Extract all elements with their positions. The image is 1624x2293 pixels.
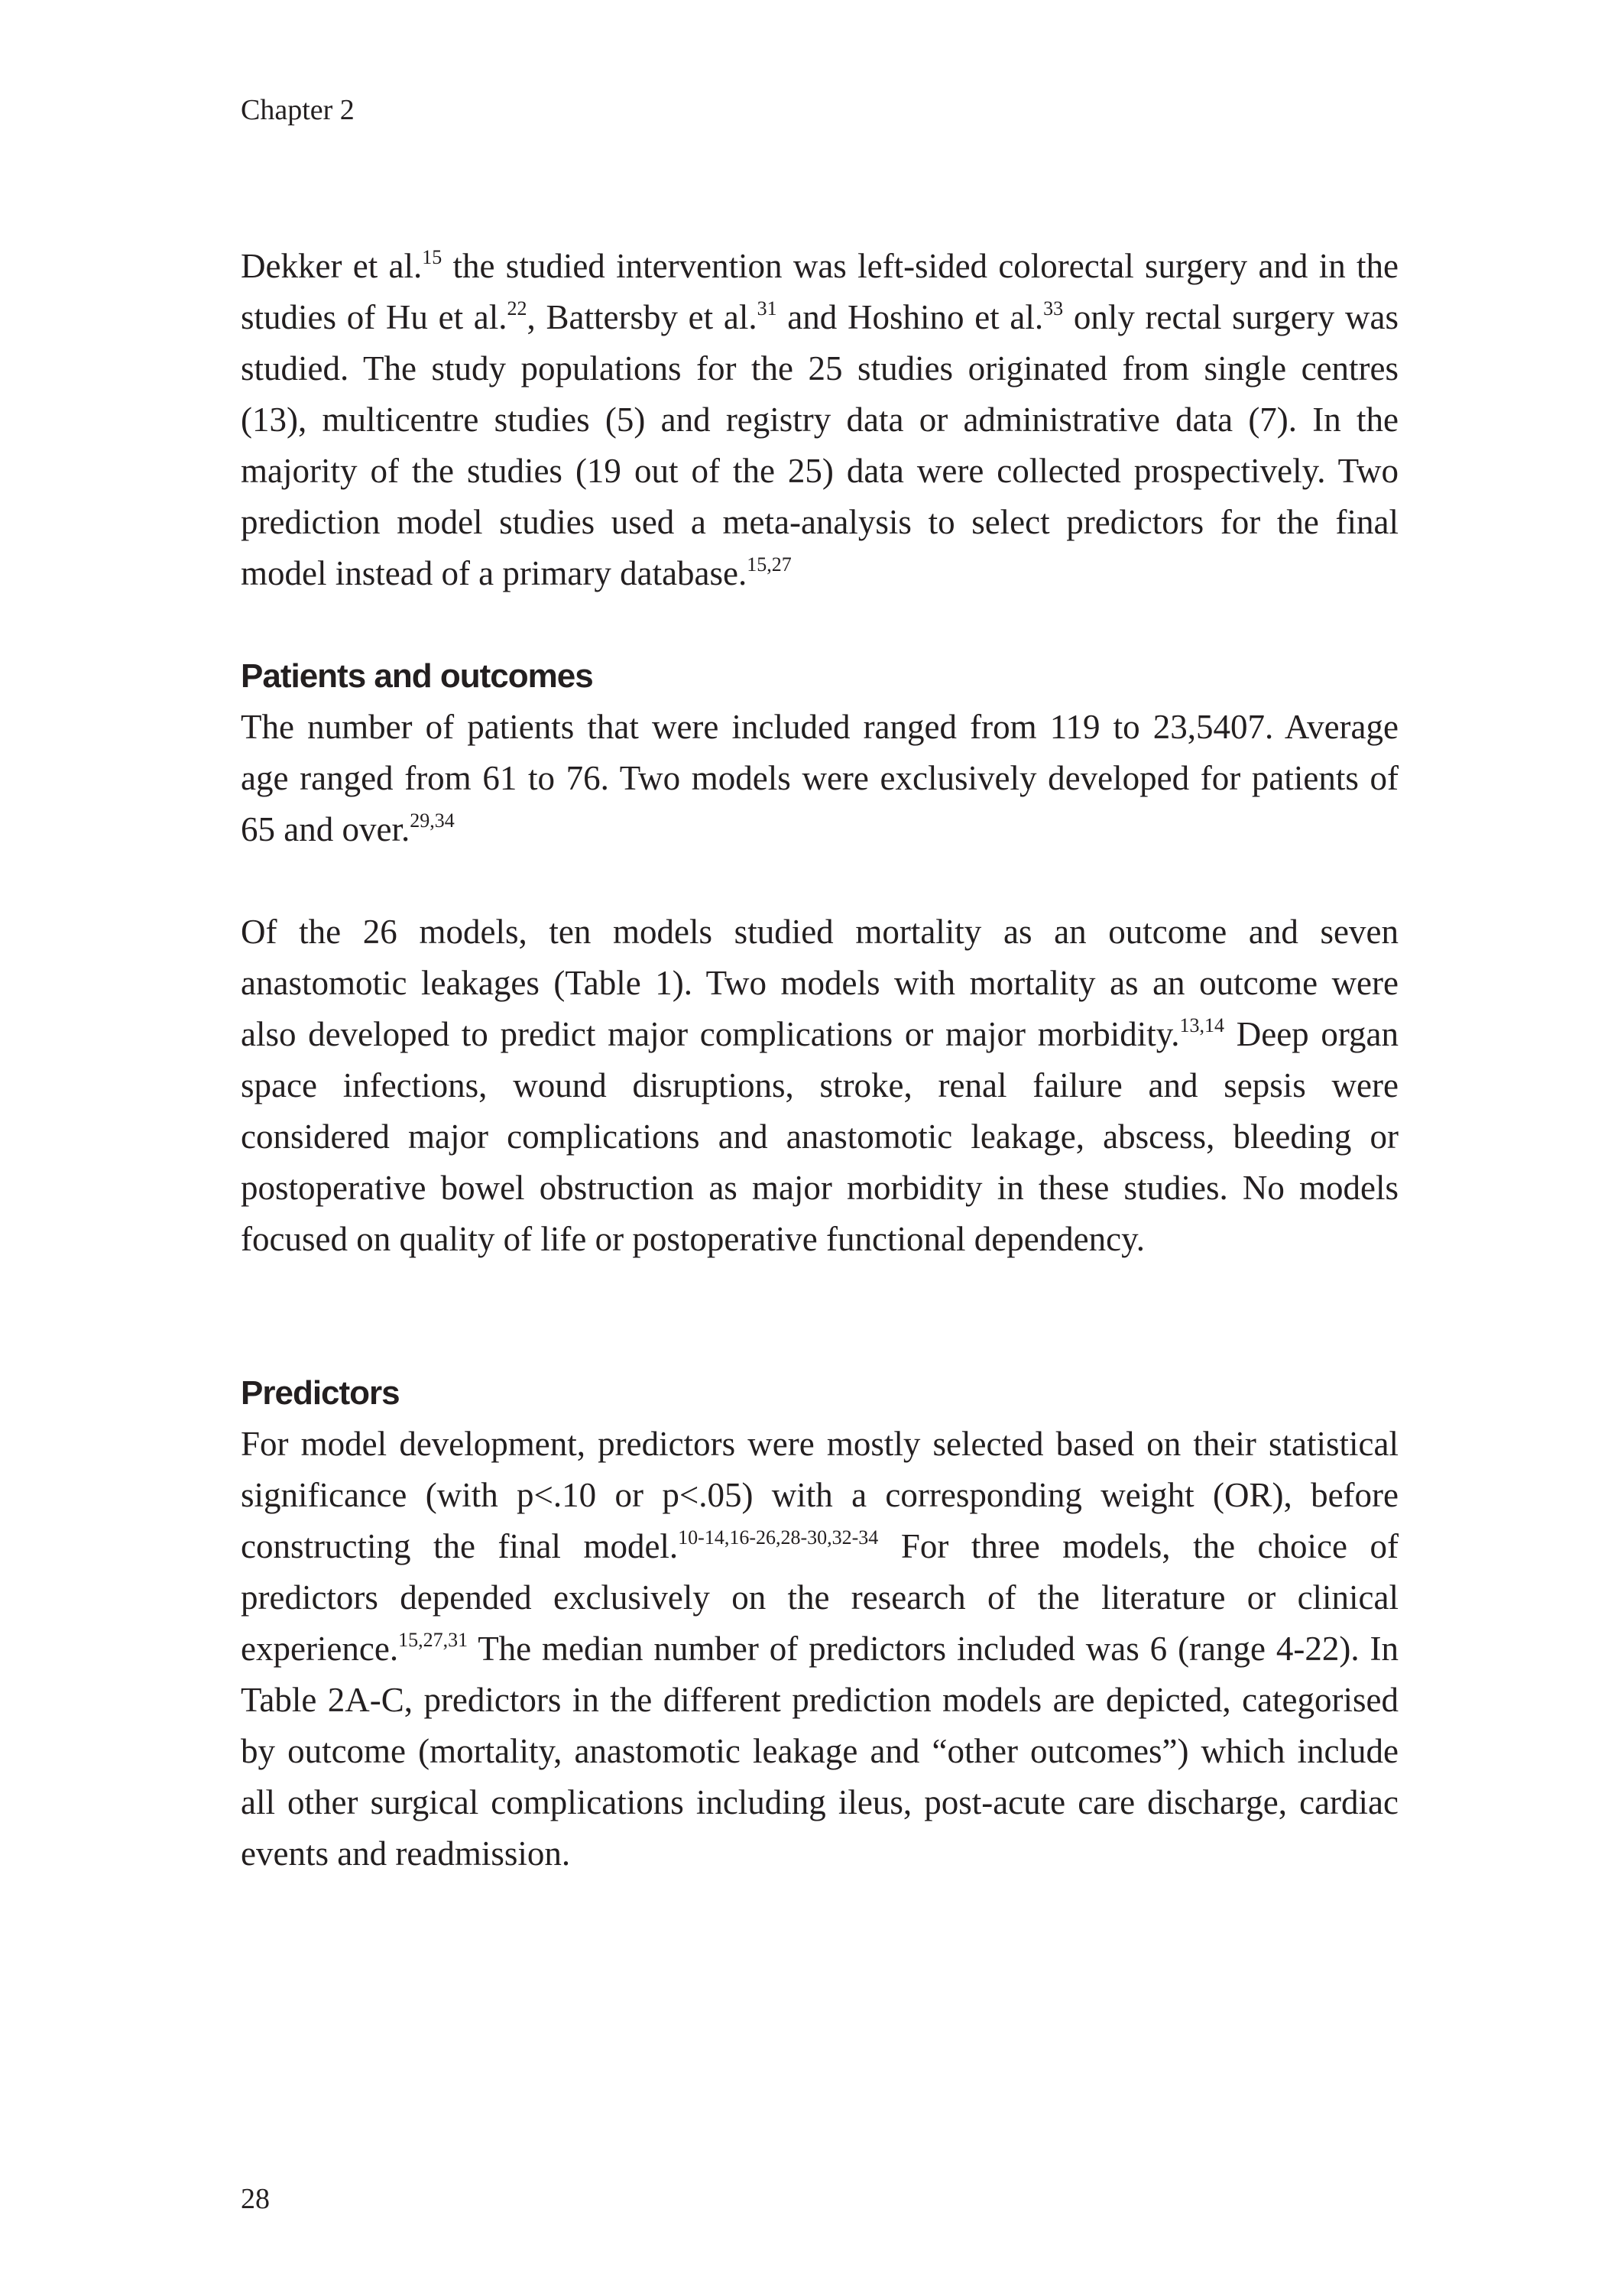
text-run: Dekker et al. <box>241 247 423 285</box>
text-run: the studied intervention was left-sided colorectal surgery and in the studies of Hu et al. <box>241 247 1399 336</box>
section-heading-predictors: Predictors <box>241 1374 400 1412</box>
citation-superscript: 10-14,16-26,28-30,32-34 <box>678 1526 879 1549</box>
spacer <box>241 599 1399 650</box>
text-run: , Battersby et al. <box>527 298 757 336</box>
citation-superscript: 33 <box>1043 297 1064 319</box>
citation-superscript: 15,27,31 <box>398 1629 468 1651</box>
citation-superscript: 15 <box>422 246 442 268</box>
text-run: Deep organ space infections, wound disruptions, stroke, renal failure and sepsis were considered major complications and anastomotic leakage, abscess, bleeding or postoperative bowel obstruction as major morbidity in these studies. No models focused on quality of life or postoperative functional dependency. <box>241 1015 1399 1258</box>
citation-superscript: 13,14 <box>1179 1014 1225 1036</box>
text-run: only rectal surgery was studied. The study populations for the 25 studies originated from single centres (13), multicentre studies (5) and registry data or administrative data (7). In the majority of the studies (19 out of the 25) data were collected prospectively. Two prediction model studies used a meta-analysis to select predictors for the final model instead of a primary database. <box>241 298 1399 592</box>
spacer <box>241 855 1399 906</box>
text-run: For three models, the choice of predictors depended exclusively on the research of the literature or clinical experience. <box>241 1527 1399 1668</box>
text-run: For model development, predictors were mostly selected based on their statistical significance (with p<.10 or p<.05) with a corresponding weight (OR), before constructing the final model. <box>241 1425 1399 1565</box>
outcomes-paragraph <box>241 906 1399 1265</box>
text-run: and Hoshino et al. <box>776 298 1044 336</box>
page-content <box>241 241 1399 1879</box>
section-heading-patients-and-outcomes: Patients and outcomes <box>241 657 593 695</box>
citation-superscript: 22 <box>507 297 527 319</box>
intro-paragraph <box>241 241 1399 599</box>
patients-paragraph <box>241 702 1399 855</box>
citation-superscript: 15,27 <box>747 553 792 576</box>
citation-superscript: 29,34 <box>410 809 455 832</box>
text-run: Of the 26 models, ten models studied mortality as an outcome and seven anastomotic leakages (Table 1). Two models with mortality as an outcome were also developed to predict major complications or major morbidity. <box>241 913 1399 1053</box>
predictors-paragraph <box>241 1419 1399 1879</box>
text-run: The number of patients that were included ranged from 119 to 23,5407. Average age ranged from 61 to 76. Two models were exclusively developed for patients of 65 and over. <box>241 708 1399 848</box>
spacer <box>241 1265 1399 1367</box>
running-head: Chapter 2 <box>241 94 355 126</box>
page-number: 28 <box>241 2183 270 2215</box>
text-run: The median number of predictors included was 6 (range 4-22). In Table 2A-C, predictors in the different prediction models are depicted, categorised by outcome (mortality, anastomotic leakage and “other outcomes”) which include all other surgical complications including ileus, post-acute care discharge, cardiac events and readmission. <box>241 1630 1399 1873</box>
citation-superscript: 31 <box>757 297 777 319</box>
